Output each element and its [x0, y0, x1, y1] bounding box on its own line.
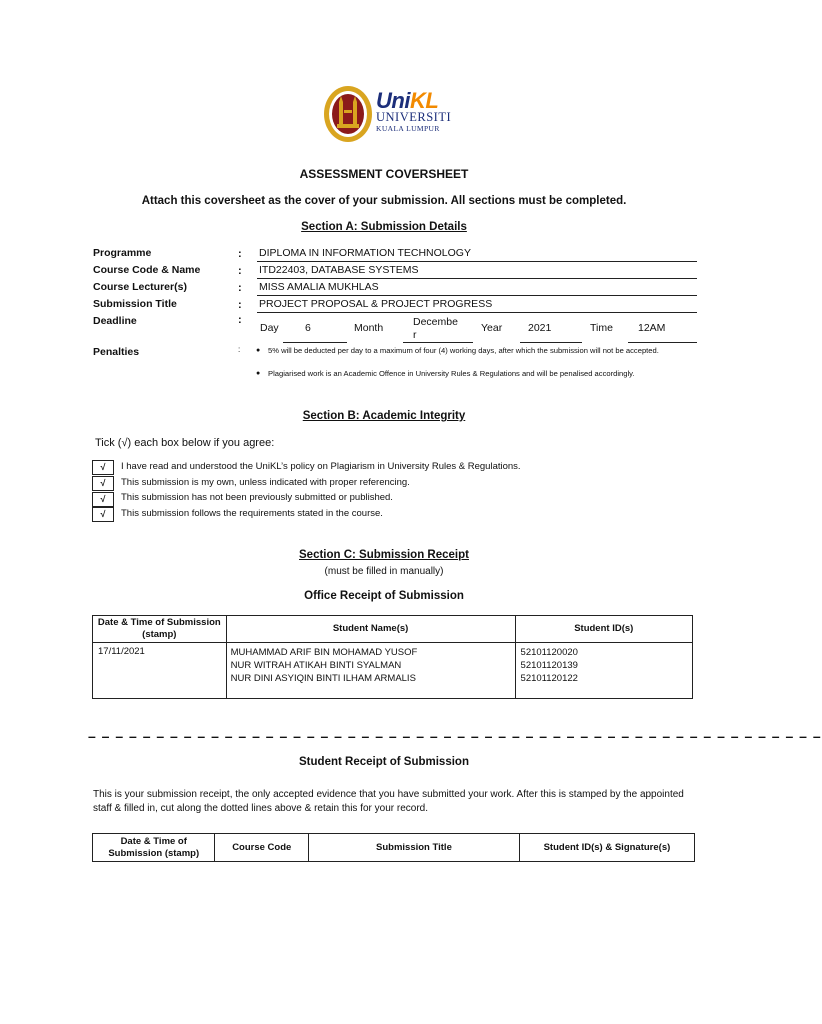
instruction-text: Attach this coversheet as the cover of your submission. All sections must be completed. [141, 195, 627, 207]
agreement-text: This submission has not been previously submitted or published. [121, 492, 393, 503]
table-header-row [93, 616, 693, 643]
course-value: ITD22403, DATABASE SYSTEMS [259, 264, 419, 276]
student-name: MUHAMMAD ARIF BIN MOHAMAD YUSOF [230, 647, 418, 658]
deadline-day-value: 6 [305, 322, 311, 334]
section-a-heading: Section A: Submission Details [301, 221, 467, 233]
deadline-month-value: Decembe [413, 316, 458, 328]
submission-date: 17/11/2021 [93, 643, 227, 699]
tick-instruction: Tick (√) each box below if you agree: [95, 437, 275, 449]
section-c-heading: Section C: Submission Receipt [299, 549, 469, 561]
student-id: 52101120020 [520, 647, 578, 658]
penalties-label: Penalties [93, 346, 140, 358]
deadline-label: Deadline [93, 315, 137, 327]
student-name: NUR DINI ASYIQIN BINTI ILHAM ARMALIS [230, 673, 416, 684]
agreement-checkbox[interactable]: √ [92, 507, 114, 522]
lecturer-label: Course Lecturer(s) [93, 281, 187, 293]
agreement-checkbox[interactable]: √ [92, 476, 114, 491]
deadline-year-value: 2021 [528, 322, 552, 334]
lecturer-underline [257, 295, 697, 296]
programme-underline [257, 261, 697, 262]
student-receipt-table [92, 833, 695, 862]
deadline-month-value-wrap: r [413, 329, 417, 341]
student-receipt-title: Student Receipt of Submission [299, 756, 469, 768]
header-student-ids: Student ID(s) [515, 616, 692, 643]
deadline-time-value: 12AM [638, 322, 666, 334]
section-b-heading: Section B: Academic Integrity [302, 410, 466, 422]
header-student-ids-signatures: Student ID(s) & Signature(s) [519, 834, 694, 862]
office-receipt-title: Office Receipt of Submission [304, 590, 464, 602]
section-c-note: (must be filled in manually) [324, 566, 444, 577]
agreement-text: This submission is my own, unless indicated with proper referencing. [121, 477, 410, 488]
submission-title-label: Submission Title [93, 298, 177, 310]
bullet: ● [256, 370, 261, 377]
logo-city: KUALA LUMPUR [376, 124, 440, 133]
office-receipt-table [92, 615, 693, 699]
header-course-code: Course Code [215, 834, 309, 862]
header-submission-title: Submission Title [309, 834, 520, 862]
course-underline [257, 278, 697, 279]
header-date: Date & Time of Submission (stamp) [93, 616, 227, 643]
deadline-month-line [403, 342, 473, 343]
cut-line: – – – – – – – – – – – – – – – – – – – – – – – – – – – – – – – – – – – – – – – – – – – – – – – – – – – – – – [88, 728, 822, 744]
logo-university: UNIVERSITI [376, 110, 452, 124]
header-student-names: Student Name(s) [226, 616, 515, 643]
agreement-checkbox[interactable]: √ [92, 460, 114, 475]
student-name: NUR WITRAH ATIKAH BINTI SYALMAN [230, 660, 402, 671]
programme-value: DIPLOMA IN INFORMATION TECHNOLOGY [259, 247, 471, 259]
logo-brand: UniKL [376, 88, 439, 113]
deadline-year-label: Year [481, 322, 503, 334]
student-receipt-text: This is your submission receipt, the only accepted evidence that you have submitted your work. After this is stamped by the appointed staff & filled in, cut along the dotted lines above & retain this for your record. [93, 789, 684, 814]
submission-title-underline [257, 312, 697, 313]
penalty-late: 5% will be deducted per day to a maximum of four (4) working days, after which the submission will not be accepted. [268, 346, 659, 355]
bullet: ● [256, 347, 261, 354]
agreement-checkbox[interactable]: √ [92, 492, 114, 507]
header-date: Date & Time of Submission (stamp) [93, 834, 215, 862]
course-label: Course Code & Name [93, 264, 201, 276]
student-id: 52101120139 [520, 660, 578, 671]
deadline-time-label: Time [590, 322, 613, 334]
deadline-year-line [520, 342, 582, 343]
deadline-month-label: Month [354, 322, 384, 334]
deadline-day-line [283, 342, 347, 343]
table-row [93, 643, 693, 699]
colon: : [238, 314, 242, 326]
lecturer-value: MISS AMALIA MUKHLAS [259, 281, 379, 293]
colon: : [238, 282, 242, 294]
student-names-cell [226, 643, 515, 699]
university-crest-icon [322, 84, 374, 144]
deadline-time-line [628, 342, 697, 343]
penalty-plagiarism: Plagiarised work is an Academic Offence in University Rules & Regulations and will be penalised accordingly. [268, 369, 635, 378]
colon: : [238, 299, 242, 311]
table-header-row [93, 834, 695, 862]
deadline-day-label: Day [260, 322, 279, 334]
agreement-text: I have read and understood the UniKL’s policy on Plagiarism in University Rules & Regulations. [121, 461, 521, 472]
colon: : [238, 265, 242, 277]
colon: : [238, 248, 242, 260]
student-ids-cell [515, 643, 692, 699]
agreement-text: This submission follows the requirements stated in the course. [121, 508, 383, 519]
submission-title-value: PROJECT PROPOSAL & PROJECT PROGRESS [259, 298, 493, 310]
colon: : [238, 345, 241, 354]
page-title: ASSESSMENT COVERSHEET [299, 167, 469, 181]
programme-label: Programme [93, 247, 152, 259]
student-id: 52101120122 [520, 673, 578, 684]
